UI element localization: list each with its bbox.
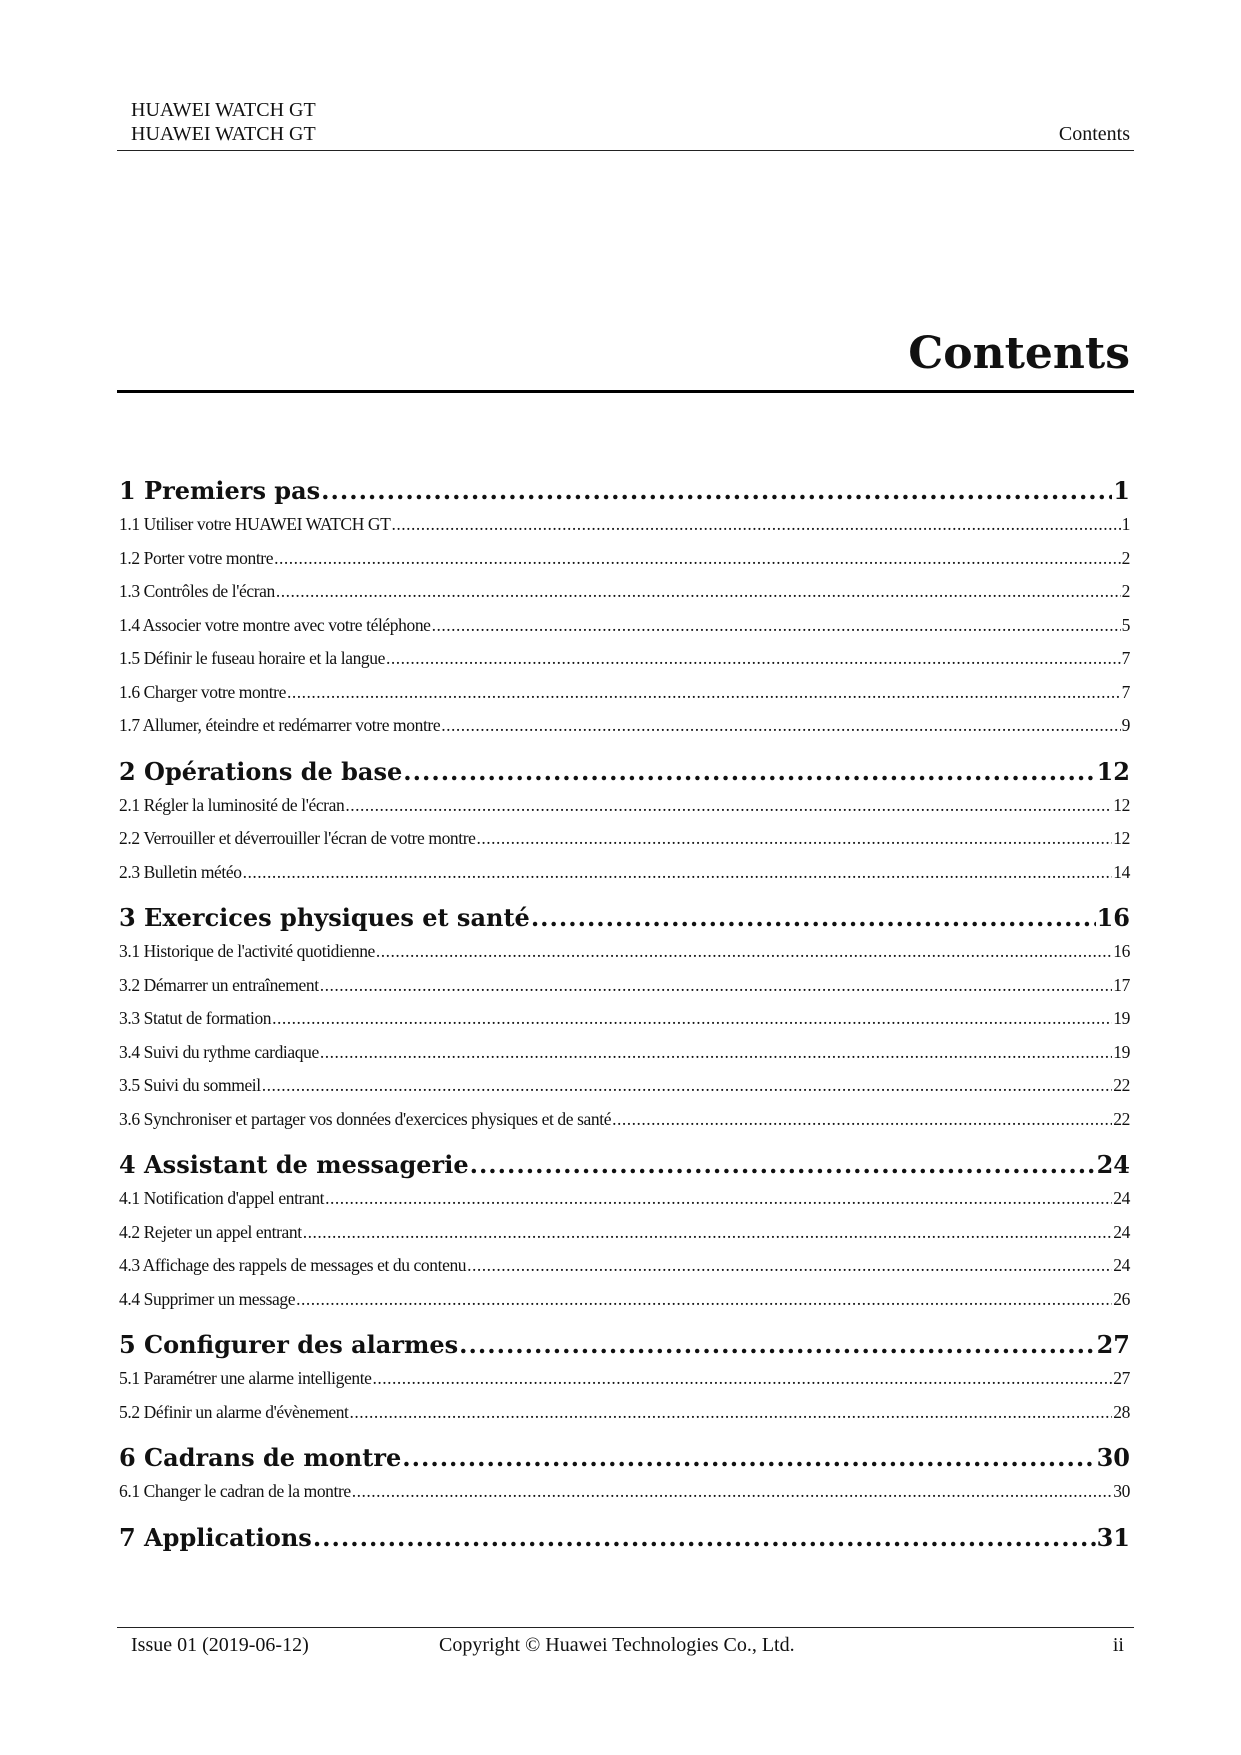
toc-entry-title: 1.5 Définir le fuseau horaire et la langue	[119, 648, 385, 668]
page-footer	[117, 1627, 1134, 1658]
toc-section-link[interactable]	[119, 822, 1130, 856]
toc-page-number: 2	[1121, 581, 1130, 601]
toc-section-link[interactable]	[119, 676, 1130, 710]
toc-dot-leader	[402, 1441, 1095, 1475]
toc-dot-leader	[376, 935, 1112, 969]
toc-page-number: 12	[1113, 828, 1130, 848]
title-block	[117, 326, 1134, 393]
toc-chapter-link[interactable]	[119, 1441, 1130, 1475]
toc-page-number: 5	[1121, 614, 1130, 635]
toc-dot-leader	[320, 969, 1113, 1003]
toc-page-number: 24	[1113, 1221, 1130, 1242]
toc-section-link[interactable]	[119, 642, 1130, 676]
toc-dot-leader	[386, 642, 1121, 676]
toc-entry-title: 5.1 Paramétrer une alarme intelligente	[119, 1368, 372, 1388]
toc-page-number: 7	[1121, 681, 1130, 702]
toc-section-link[interactable]	[119, 542, 1130, 576]
toc-dot-leader	[276, 575, 1121, 609]
toc-chapter-link[interactable]	[119, 1521, 1130, 1555]
toc-section-link[interactable]	[119, 1182, 1130, 1216]
toc-dot-leader	[441, 709, 1120, 743]
toc-page-number: 27	[1096, 1330, 1130, 1359]
toc-entry-title: 4.1 Notification d'appel entrant	[119, 1188, 325, 1208]
toc-entry-title: 3.6 Synchroniser et partager vos données d'exercices physiques et de santé	[119, 1108, 612, 1129]
toc-entry-title: 5 Configurer des alarmes	[119, 1330, 459, 1359]
toc-dot-leader	[373, 1362, 1113, 1396]
toc-entry-title: 3.3 Statut de formation	[119, 1008, 272, 1028]
toc-section-link[interactable]	[119, 1249, 1130, 1283]
toc-page-number: 24	[1113, 1188, 1130, 1208]
toc-entry-title: 3.4 Suivi du rythme cardiaque	[119, 1041, 319, 1062]
toc-dot-leader	[303, 1216, 1113, 1250]
toc-page-number: 16	[1113, 941, 1130, 961]
toc-page-number: 1	[1121, 514, 1130, 534]
toc-page-number: 9	[1121, 715, 1130, 735]
toc-entry-title: 1.3 Contrôles de l'écran	[119, 581, 275, 601]
toc-dot-leader	[262, 1069, 1113, 1103]
toc-entry-title: 1 Premiers pas	[119, 476, 321, 505]
toc-entry-title: 1.7 Allumer, éteindre et redémarrer votre montre	[119, 715, 441, 735]
toc-section-link[interactable]	[119, 1216, 1130, 1250]
toc-section-link[interactable]	[119, 1283, 1130, 1317]
toc-page-number: 1	[1113, 476, 1130, 505]
toc-page-number: 22	[1113, 1075, 1130, 1095]
toc-page-number: 16	[1096, 903, 1130, 932]
toc-entry-title: 6.1 Changer le cadran de la montre	[119, 1481, 351, 1501]
toc-entry-title: 4.4 Supprimer un message	[119, 1288, 296, 1309]
toc-dot-leader	[432, 609, 1121, 643]
toc-entry-title: 5.2 Définir un alarme d'évènement	[119, 1401, 349, 1422]
toc-dot-leader	[350, 1396, 1113, 1430]
toc-dot-leader	[243, 856, 1113, 890]
toc-page-number: 26	[1113, 1288, 1130, 1309]
toc-dot-leader	[320, 1036, 1112, 1070]
toc-chapter-link[interactable]	[119, 1148, 1130, 1182]
toc-page-number: 7	[1121, 648, 1130, 668]
toc-section-link[interactable]	[119, 789, 1130, 823]
toc-dot-leader	[313, 1521, 1096, 1555]
toc-entry-title: 1.1 Utiliser votre HUAWEI WATCH GT	[119, 514, 391, 534]
toc-entry-title: 6 Cadrans de montre	[119, 1443, 402, 1472]
toc-dot-leader	[345, 789, 1112, 823]
toc-section-link[interactable]	[119, 508, 1130, 542]
toc-entry-title: 2.2 Verrouiller et déverrouiller l'écran de votre montre	[119, 828, 476, 848]
header-product-line-2: HUAWEI WATCH GT	[131, 123, 316, 145]
toc-page-number: 30	[1113, 1481, 1130, 1501]
toc-entry-title: 2 Opérations de base	[119, 756, 403, 786]
toc-page-number: 2	[1121, 547, 1130, 568]
toc-page-number: 31	[1096, 1522, 1130, 1552]
toc-entry-title: 1.4 Associer votre montre avec votre téléphone	[119, 614, 431, 635]
toc-section-link[interactable]	[119, 1103, 1130, 1137]
toc-chapter-link[interactable]	[119, 901, 1130, 935]
toc-dot-leader	[459, 1328, 1095, 1362]
toc-page-number: 19	[1113, 1008, 1130, 1028]
toc-entry-title: 1.2 Porter votre montre	[119, 547, 274, 568]
toc-page-number: 27	[1113, 1368, 1130, 1388]
toc-page-number: 28	[1113, 1401, 1130, 1422]
toc-dot-leader	[272, 1002, 1112, 1036]
toc-dot-leader	[403, 755, 1095, 789]
toc-chapter-link[interactable]	[119, 1328, 1130, 1362]
toc-entry-title: 4.3 Affichage des rappels de messages et du contenu	[119, 1255, 467, 1275]
toc-section-link[interactable]	[119, 1396, 1130, 1430]
toc-entry-title: 4.2 Rejeter un appel entrant	[119, 1221, 302, 1242]
table-of-contents	[119, 474, 1130, 1555]
toc-section-link[interactable]	[119, 969, 1130, 1003]
toc-dot-leader	[325, 1182, 1112, 1216]
toc-dot-leader	[352, 1475, 1113, 1509]
toc-dot-leader	[467, 1249, 1112, 1283]
toc-section-link[interactable]	[119, 1069, 1130, 1103]
toc-dot-leader	[274, 542, 1121, 576]
toc-dot-leader	[531, 901, 1096, 935]
toc-entry-title: 4 Assistant de messagerie	[119, 1150, 469, 1179]
toc-chapter-link[interactable]	[119, 474, 1130, 508]
footer-page-number: ii	[1112, 1634, 1124, 1656]
toc-entry-title: 3 Exercices physiques et santé	[119, 903, 530, 932]
page-header	[117, 98, 1134, 151]
toc-dot-leader	[477, 822, 1113, 856]
toc-section-link[interactable]	[119, 1475, 1130, 1509]
header-section-name: Contents	[1058, 123, 1130, 145]
page-title: Contents	[908, 328, 1130, 379]
toc-entry-title: 1.6 Charger votre montre	[119, 681, 286, 702]
toc-section-link[interactable]	[119, 1362, 1130, 1396]
toc-dot-leader	[470, 1148, 1096, 1182]
toc-chapter-link[interactable]	[119, 755, 1130, 789]
toc-entry-title: 2.1 Régler la luminosité de l'écran	[119, 794, 345, 815]
toc-dot-leader	[287, 676, 1121, 710]
toc-section-link[interactable]	[119, 575, 1130, 609]
toc-entry-title: 3.2 Démarrer un entraînement	[119, 974, 319, 995]
toc-page-number: 24	[1113, 1255, 1130, 1275]
toc-entry-title: 7 Applications	[119, 1522, 312, 1552]
toc-page-number: 14	[1113, 861, 1130, 882]
toc-section-link[interactable]	[119, 935, 1130, 969]
toc-dot-leader	[612, 1103, 1112, 1137]
toc-page-number: 24	[1096, 1150, 1130, 1179]
toc-dot-leader	[321, 474, 1112, 508]
toc-section-link[interactable]	[119, 856, 1130, 890]
footer-copyright: Copyright © Huawei Technologies Co., Ltd.	[439, 1634, 795, 1656]
toc-dot-leader	[391, 508, 1120, 542]
toc-section-link[interactable]	[119, 609, 1130, 643]
toc-page-number: 12	[1113, 794, 1130, 815]
toc-section-link[interactable]	[119, 1036, 1130, 1070]
toc-page-number: 17	[1113, 974, 1130, 995]
header-product-line-1: HUAWEI WATCH GT	[131, 99, 316, 121]
toc-page-number: 19	[1113, 1041, 1130, 1062]
toc-section-link[interactable]	[119, 1002, 1130, 1036]
toc-section-link[interactable]	[119, 709, 1130, 743]
toc-page-number: 30	[1096, 1443, 1130, 1472]
footer-issue: Issue 01 (2019-06-12)	[131, 1634, 309, 1656]
toc-dot-leader	[296, 1283, 1112, 1317]
toc-entry-title: 3.1 Historique de l'activité quotidienne	[119, 941, 375, 961]
toc-page-number: 12	[1096, 756, 1130, 786]
toc-page-number: 22	[1113, 1108, 1130, 1129]
toc-entry-title: 2.3 Bulletin météo	[119, 861, 242, 882]
toc-entry-title: 3.5 Suivi du sommeil	[119, 1075, 261, 1095]
